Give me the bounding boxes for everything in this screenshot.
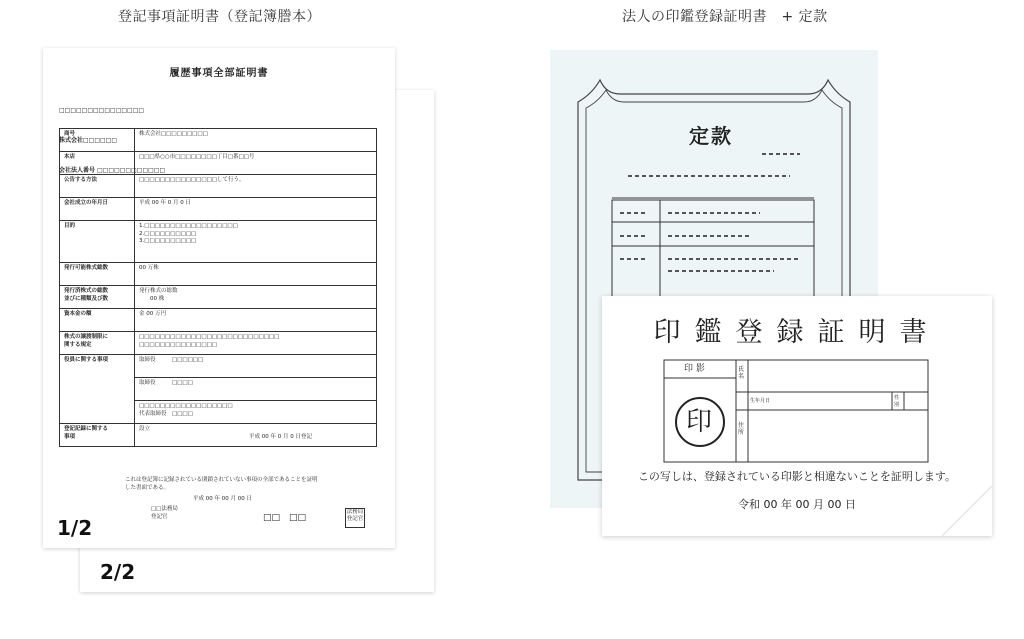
- row-key: 登記記録に関する 事項: [60, 424, 135, 447]
- registry-footer-note: これは登記簿に記録されている閉鎖されていない事項の全部であることを証明 した書面である。: [125, 477, 318, 491]
- registry-table: [59, 128, 377, 447]
- row-key: 公告する方法: [60, 175, 135, 198]
- registry-footer-name: □□ □□: [263, 513, 307, 523]
- seal-certificate-card: [602, 296, 992, 536]
- row-key: 資本金の額: [60, 309, 135, 332]
- row-value: 平成 00 年 0 月 0 日: [135, 198, 377, 221]
- caption-registry: 登記事項証明書（登記簿謄本）: [118, 9, 321, 25]
- table-row: [60, 175, 377, 198]
- certification-date: 令和 00 年 00 月 00 日: [738, 498, 856, 511]
- table-row: [60, 355, 377, 378]
- row-value: □□□県○○市□□□□□□□□丁目□番□□号: [135, 152, 377, 175]
- row-value: □□□□□□□□□□□□□□□して行う。: [135, 175, 377, 198]
- birthdate-label: 生年月日: [750, 398, 771, 404]
- certification-statement: この写しは、登録されている印影と相違ないことを証明します。: [637, 470, 957, 483]
- row-key: 株式の譲渡制限に 関する規定: [60, 332, 135, 355]
- row-key: 発行可能株式総数: [60, 263, 135, 286]
- page-number-2: 2/2: [100, 560, 136, 584]
- table-row: [60, 424, 377, 447]
- table-row: [60, 198, 377, 221]
- row-key: 本店: [60, 152, 135, 175]
- registry-footer-date: 平成 00 年 00 月 00 日: [193, 496, 252, 502]
- row-key: 目的: [60, 221, 135, 263]
- table-row: [60, 129, 377, 152]
- row-key: 発行済株式の総数 並びに種類及び数: [60, 286, 135, 309]
- page-number-1: 1/2: [57, 516, 93, 540]
- row-key: 役員に関する事項: [60, 355, 135, 424]
- table-row: [60, 263, 377, 286]
- row-key: 会社成立の年月日: [60, 198, 135, 221]
- caption-seal-certificate: 法人の印鑑登録証明書 + 定款: [622, 9, 828, 25]
- row-key: 商号: [60, 129, 135, 152]
- table-row: [60, 332, 377, 355]
- row-value: 1.□□□□□□□□□□□□□□□□□□ 2.□□□□□□□□□□ 3.□□□□□□□□□□: [135, 221, 377, 263]
- row-value: □□□□□□□□□□□□□□□□□□ 代表取締役 □□□□: [135, 401, 377, 424]
- row-value: 金 00 万円: [135, 309, 377, 332]
- seal-certificate-title: 印鑑登録証明書: [653, 317, 941, 348]
- gender-label: 性別: [894, 395, 900, 408]
- row-value: 取締役 □□□□□□: [135, 355, 377, 378]
- row-value: 株式会社□□□□□□□□□: [135, 129, 377, 152]
- row-value: 取締役 □□□□: [135, 378, 377, 401]
- table-row: [60, 221, 377, 263]
- registry-header-line: □□□□□□□□□□□□□□□: [59, 107, 145, 114]
- registry-header-line: 株式会社□□□□□□: [59, 137, 118, 144]
- row-value: 発行株式の総数 00 株: [135, 286, 377, 309]
- registry-footer-office: □□法務局 登記官: [151, 506, 178, 520]
- registry-seal: 法務局 登記官: [345, 508, 365, 528]
- folded-corner: [942, 486, 992, 536]
- table-row: [60, 286, 377, 309]
- table-row: [60, 309, 377, 332]
- row-value: 00 万株: [135, 263, 377, 286]
- registry-header-line: 会社法人番号 □□□□□□□□□□□□: [59, 167, 166, 174]
- row-value: 設立 平成 00 年 0 月 0 日登記: [135, 424, 377, 447]
- articles-title: 定款: [689, 124, 733, 148]
- registry-page-1: [43, 48, 395, 548]
- table-row: [60, 152, 377, 175]
- registry-title: 履歴事項全部証明書: [169, 68, 269, 79]
- row-value: □□□□□□□□□□□□□□□□□□□□□□□□□□□ □□□□□□□□□□□□□□□: [135, 332, 377, 355]
- address-label: 住所: [738, 422, 745, 436]
- name-label: 氏名: [738, 366, 745, 380]
- inei-label: 印 影: [684, 364, 705, 374]
- seal-character: 印: [686, 407, 713, 437]
